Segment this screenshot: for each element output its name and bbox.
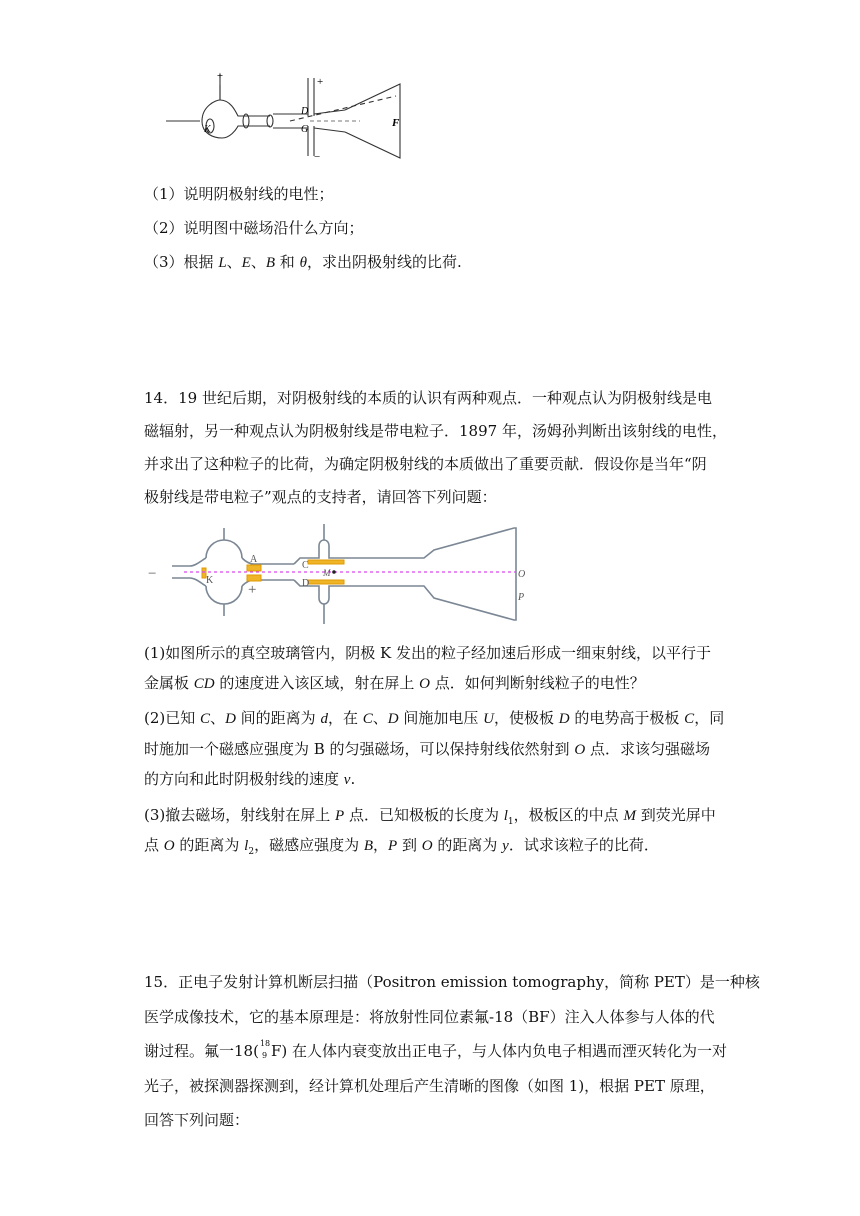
q13-plus-right: + [317,76,324,88]
cathode-ray-tube-figure-q13 [160,70,420,162]
q14-part-2-line-1: (2)已知 C、D 间的距离为 d，在 C、D 间施加电压 U，使极板 D 的电势高于极板 C，同 [144,709,725,727]
q14-label-a: A [250,554,258,565]
q13-part-3: （3）根据 L、E、B 和 θ，求出阴极射线的比荷. [144,253,462,271]
q15-line-1: 15．正电子发射计算机断层扫描（Positron emission tomography，简称 PET）是一种核 [144,973,760,991]
q15-line-2: 医学成像技术，它的基本原理是：将放射性同位素氟-18（BF）注入人体参与人体的代 [144,1008,715,1026]
q13-label-f: F [392,117,400,129]
q14-label-c: C [302,560,309,571]
q14-part-3-line-1: (3)撤去磁场，射线射在屏上 P 点．已知极板的长度为 $l_1$，极板区的中点 M 到荧光屏中 [144,806,716,827]
q13-label-g: G [301,124,309,135]
q14-minus-label: − [148,566,157,582]
q13-minus-right: − [314,151,321,162]
q14-label-p: P [518,592,525,603]
q14-part-1-line-1: (1)如图所示的真空玻璃管内，阴极 K 发出的粒子经加速后形成一细束射线，以平行于 [144,644,711,662]
q13-part-2: （2）说明图中磁场沿什么方向； [144,219,364,237]
q14-label-m: M [323,568,331,578]
q14-part-2-line-3: 的方向和此时阴极射线的速度 v. [144,770,356,788]
q14-label-d: D [302,578,310,589]
q14-intro-line-2: 磁辐射，另一种观点认为阴极射线是带电粒子．1897 年，汤姆孙判断出该射线的电性， [144,422,727,440]
q13-label-d: D [301,106,309,117]
q14-plus-label: + [248,582,257,598]
q14-label-o: O [518,569,526,580]
q15-line-5: 回答下列问题： [144,1111,250,1129]
q14-part-1-line-2: 金属板 CD 的速度进入该区域，射在屏上 O 点．如何判断射线粒子的电性？ [144,674,645,692]
vacuum-tube-figure-q14 [144,520,544,628]
q15-line-3: 谢过程。氟一18( 18 9 F) 在人体内衰变放出正电子，与人体内负电子相遇而湮灭转化为一对 [144,1039,727,1060]
q13-label-k: K [204,124,211,135]
q14-intro-line-4: 极射线是带电粒子”观点的支持者，请回答下列问题： [144,488,497,506]
q13-part-1: （1）说明阴极射线的电性； [144,185,334,203]
q14-intro-line-3: 并求出了这种粒子的比荷，为确定阴极射线的本质做出了重要贡献．假设你是当年“阴 [144,455,707,473]
q14-intro-line-1: 14．19 世纪后期，对阴极射线的本质的认识有两种观点．一种观点认为阴极射线是电 [144,389,712,407]
q15-line-4: 光子，被探测器探测到，经计算机处理后产生清晰的图像（如图 1)，根据 PET 原理， [144,1077,715,1095]
q14-part-2-line-2: 时施加一个磁感应强度为 B 的匀强磁场，可以保持射线依然射到 O 点．求该匀强磁场 [144,740,710,758]
q14-label-k: K [206,575,214,586]
q13-plus-left: + [216,70,224,82]
q14-part-3-line-2: 点 O 的距离为 $l_2$，磁感应强度为 B，P 到 O 的距离为 y．试求该粒子的比荷． [144,836,659,857]
